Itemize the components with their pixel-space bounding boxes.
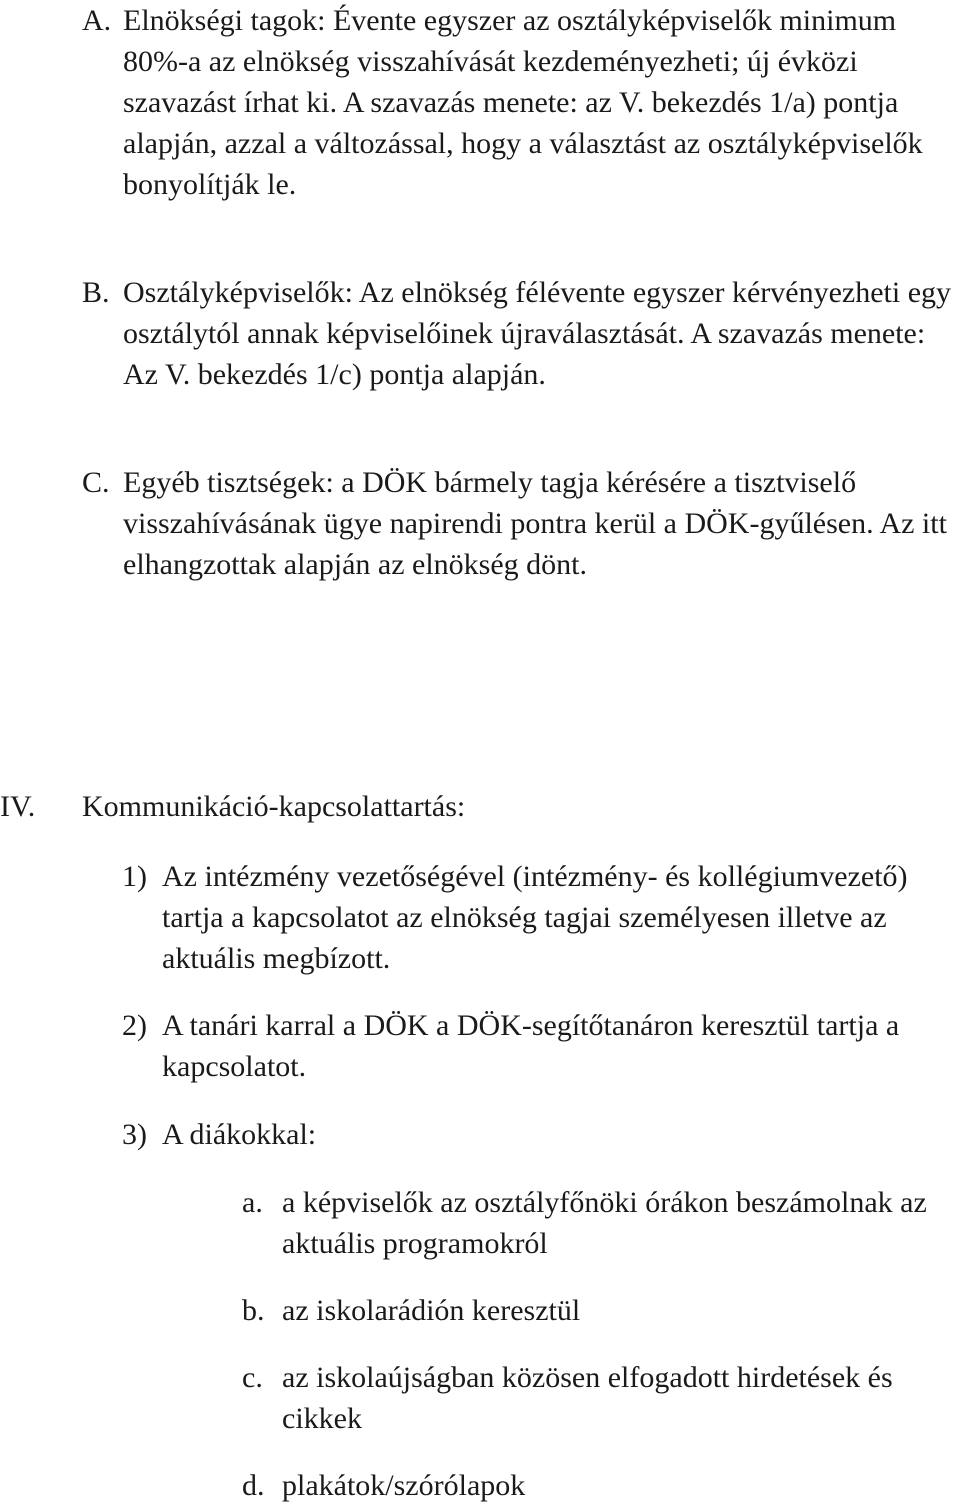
list-marker: 2) [122,1009,147,1042]
list-marker: B. [82,276,110,309]
numbered-item-3 [122,1114,956,1155]
list-item-text: plakátok/szórólapok [282,1469,526,1502]
list-marker: a. [242,1186,263,1219]
sub-item-b [242,1290,960,1331]
list-item-text: A tanári karral a DÖK a DÖK-segítőtanáron keresztül tartja a kapcsolatot. [162,1009,900,1083]
list-item-c [82,462,956,585]
list-marker: 3) [122,1118,147,1151]
numbered-item-2 [122,1005,956,1087]
list-item-text: Osztályképviselők: Az elnökség félévente egyszer kérvényezheti egy osztálytól annak képviselőinek újraválasztását. A szavazás menete: Az V. bekezdés 1/c) pontja alapján. [123,276,952,391]
sub-item-a [242,1182,960,1264]
list-item-text: Egyéb tisztségek: a DÖK bármely tagja kérésére a tisztviselő visszahívásának ügye napirendi pontra kerül a DÖK-gyűlésen. Az itt elhangzottak alapján az elnökség dönt. [123,466,947,581]
list-marker: b. [242,1294,265,1327]
section-title-wrapper [82,786,465,827]
section-title-text: Kommunikáció-kapcsolattartás: [82,790,466,823]
numbered-item-1 [122,856,956,979]
list-item-a [82,0,956,205]
list-marker: c. [242,1361,263,1394]
list-marker: 1) [122,860,147,893]
list-marker: d. [242,1469,265,1502]
section-number: IV. [0,790,36,823]
list-item-text: az iskolarádión keresztül [282,1294,581,1327]
list-marker: C. [82,466,110,499]
sub-item-d [242,1465,960,1506]
sub-item-c [242,1357,960,1439]
list-item-text: A diákokkal: [162,1118,317,1151]
list-item-text: Az intézmény vezetőségével (intézmény- és kollégiumvezető) tartja a kapcsolatot az elnökség tagjai személyesen illetve az aktuális megbízott. [162,860,908,975]
list-item-text: Elnökségi tagok: Évente egyszer az osztályképviselők minimum 80%-a az elnökség visszahívását kezdeményezheti; új évközi szavazást írhat ki. A szavazás menete: az V. bekezdés 1/a) pontja alapján, azzal a változással, hogy a választást az osztályképviselők bonyolítják le. [123,4,923,201]
list-marker: A. [82,4,112,37]
list-item-text: a képviselők az osztályfőnöki órákon beszámolnak az aktuális programokról [282,1186,927,1260]
list-item-b [82,272,956,395]
list-item-text: az iskolaújságban közösen elfogadott hirdetések és cikkek [282,1361,893,1435]
